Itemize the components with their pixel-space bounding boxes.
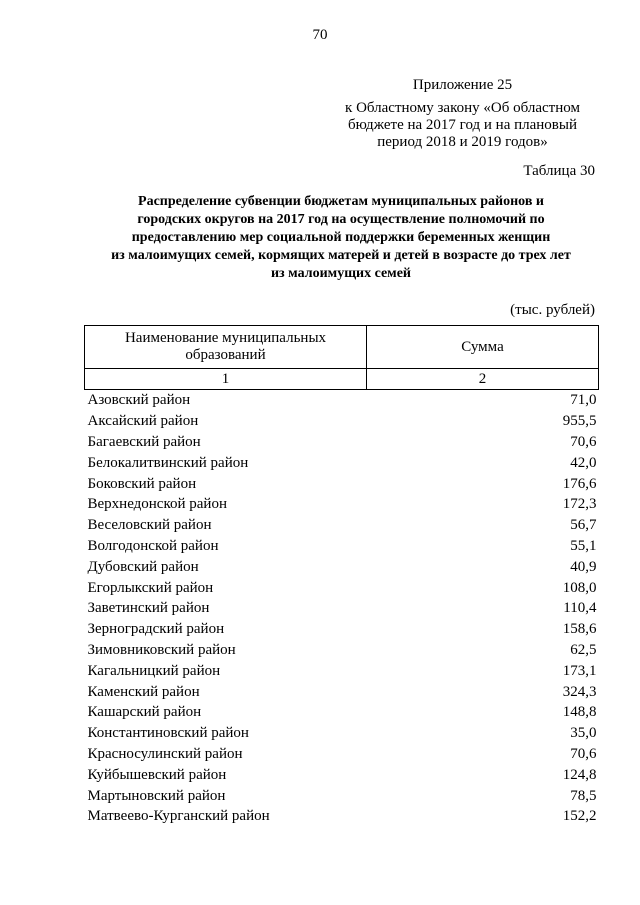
table-row [85,556,599,577]
title-line: из малоимущих семей, кормящих матерей и детей в возрасте до трех лет [111,248,571,263]
municipality-name: Белокалитвинский район [87,454,249,471]
table-row [85,619,599,640]
appendix-title: Приложение 25 [412,77,513,93]
table-row [85,432,599,453]
municipality-name: Константиновский район [87,725,249,742]
header-line: Наименование муниципальных [124,330,327,346]
table-header-row [85,326,599,369]
amount-value: 35,0 [570,725,597,742]
municipality-name: Кагальницкий район [87,662,221,679]
municipality-name: Веселовский район [87,517,212,534]
municipality-name: Дубовский район [87,558,199,575]
title-line: предоставлению мер социальной поддержки беременных женщин [131,230,551,245]
appendix-line: бюджете на 2017 год и на плановый [347,117,577,133]
table-row [85,390,599,411]
municipality-name: Аксайский район [87,413,199,430]
municipality-name: Куйбышевский район [87,766,227,783]
amount-value: 62,5 [570,641,597,658]
table-row [85,806,599,827]
amount-value: 42,0 [570,454,597,471]
amount-value: 55,1 [570,537,597,554]
appendix-line: период 2018 и 2019 годов» [377,134,548,150]
table-row [85,660,599,681]
table-row [85,681,599,702]
municipality-name: Волгодонской район [87,537,219,554]
index-cell: 2 [367,369,599,390]
amount-value: 152,2 [562,808,597,825]
table-row [85,764,599,785]
amount-value: 108,0 [562,579,597,596]
table-row [85,723,599,744]
units-label: (тыс. рублей) [510,302,595,318]
municipality-name: Верхнедонской район [87,496,227,513]
amount-value: 124,8 [562,766,597,783]
amount-value: 176,6 [562,475,597,492]
municipality-name: Красносулинский район [87,745,243,762]
index-cell: 1 [85,369,367,390]
amount-value: 56,7 [570,517,597,534]
title-line: Распределение субвенции бюджетам муниципальных районов и [138,194,544,209]
table-row [85,785,599,806]
table-row [85,702,599,723]
table-index-row [85,369,599,390]
page-number: 70 [312,27,328,43]
amount-value: 40,9 [570,558,597,575]
municipality-name: Зимовниковский район [87,641,236,658]
municipality-name: Егорлыкский район [87,579,214,596]
title-line: из малоимущих семей [270,266,411,281]
municipality-name: Багаевский район [87,433,201,450]
table-row [85,640,599,661]
amount-value: 110,4 [563,600,597,617]
header-amount: Сумма [367,326,599,369]
amount-value: 955,5 [562,413,597,430]
amount-value: 173,1 [562,662,597,679]
municipality-name: Каменский район [87,683,200,700]
table-row [85,577,599,598]
header-line: образований [185,347,266,363]
amount-value: 70,6 [570,433,597,450]
amount-value: 324,3 [562,683,597,700]
municipality-name: Боковский район [87,475,197,492]
municipality-name: Мартыновский район [87,787,226,804]
municipality-name: Азовский район [87,392,191,409]
appendix-line: к Областному закону «Об областном [345,100,580,116]
table-row [85,452,599,473]
header-municipality [85,326,367,369]
table-row [85,515,599,536]
municipality-name: Зерноградский район [87,621,225,638]
amount-value: 158,6 [562,621,597,638]
amount-value: 78,5 [570,787,597,804]
municipality-name: Матвеево-Курганский район [87,808,270,825]
table-row [85,411,599,432]
amount-value: 71,0 [570,392,597,409]
subvention-table [84,325,599,827]
amount-value: 70,6 [570,745,597,762]
amount-value: 172,3 [562,496,597,513]
municipality-name: Заветинский район [87,600,210,617]
document-title [84,193,598,283]
table-row [85,494,599,515]
table-body [85,390,599,827]
table-number: Таблица 30 [523,163,595,179]
amount-value: 148,8 [562,704,597,721]
table-row [85,744,599,765]
title-line: городских округов на 2017 год на осуществление полномочий по [137,212,545,227]
table-row [85,598,599,619]
municipality-name: Кашарский район [87,704,202,721]
table-row [85,536,599,557]
table-row [85,473,599,494]
appendix-block [330,77,595,151]
